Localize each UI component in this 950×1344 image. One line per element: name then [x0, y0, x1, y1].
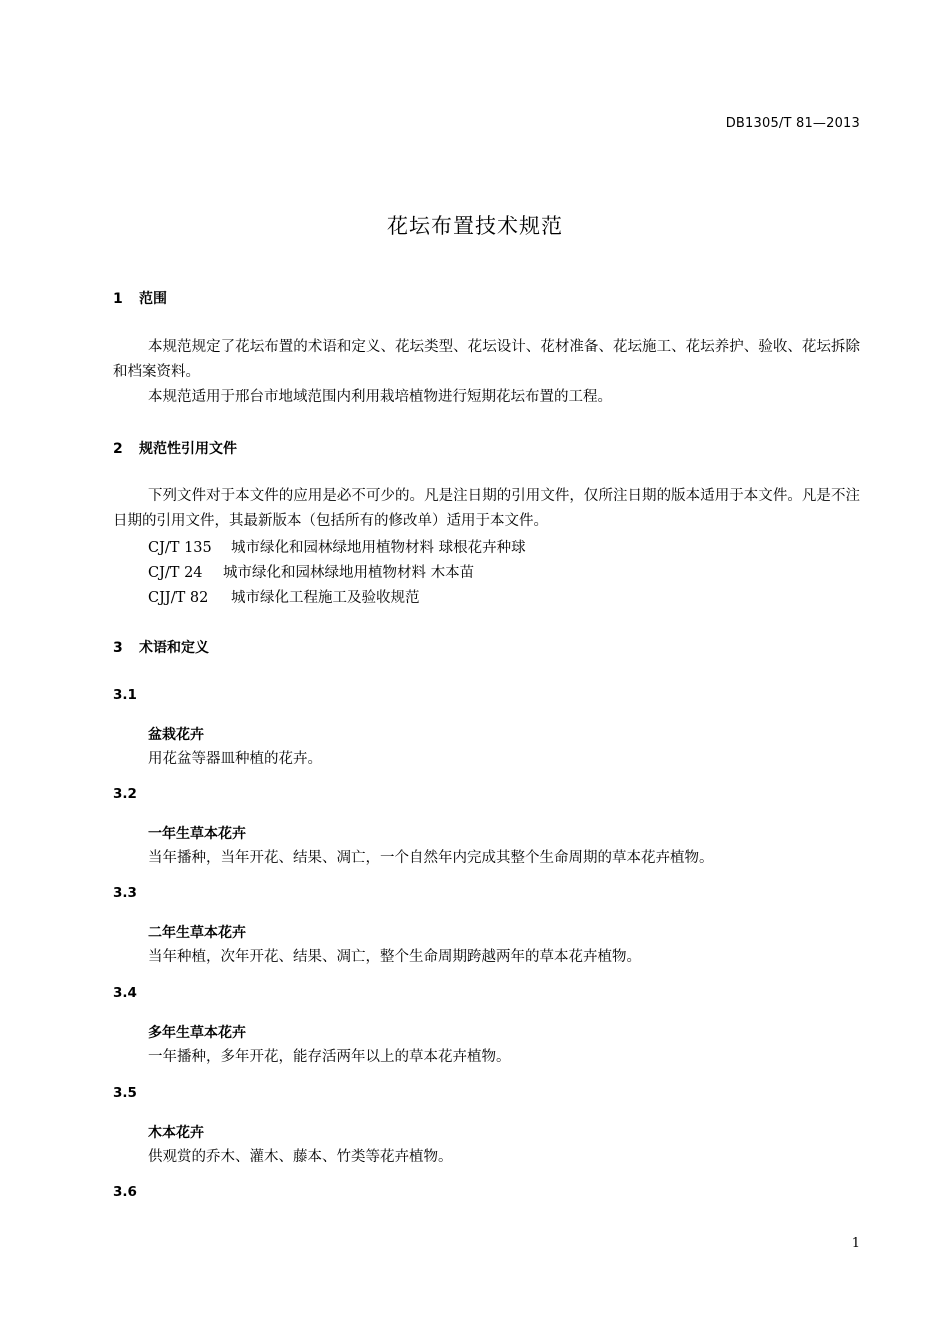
section-title: 术语和定义 — [139, 640, 209, 656]
term-number: 3.1 — [113, 687, 137, 703]
term-number: 3.4 — [113, 985, 137, 1001]
reference-title: 城市绿化和园林绿地用植物材料 木本苗 — [223, 565, 475, 581]
section-3-heading — [113, 637, 209, 657]
reference-title: 城市绿化和园林绿地用植物材料 球根花卉种球 — [231, 540, 526, 556]
document-title: 花坛布置技术规范 — [387, 214, 563, 238]
section-1-paragraph-2: 本规范适用于邢台市地域范围内利用栽培植物进行短期花坛布置的工程。 — [148, 389, 612, 405]
term-definition: 一年播种，多年开花，能存活两年以上的草本花卉植物。 — [148, 1049, 511, 1065]
term-name: 盆栽花卉 — [148, 727, 204, 743]
section-number: 3 — [113, 640, 123, 656]
reference-item — [148, 586, 420, 607]
term-number: 3.3 — [113, 885, 137, 901]
section-number: 1 — [113, 291, 123, 307]
term-name: 二年生草本花卉 — [148, 925, 246, 941]
section-2-intro: 下列文件对于本文件的应用是必不可少的。凡是注日期的引用文件，仅所注日期的版本适用于本文件。凡是不注日期的引用文件，其最新版本（包括所有的修改单）适用于本文件。 — [113, 488, 860, 529]
document-number: DB1305/T 81—2013 — [725, 116, 860, 131]
page-number: 1 — [851, 1236, 860, 1251]
term-definition: 当年播种，当年开花、结果、凋亡，一个自然年内完成其整个生命周期的草本花卉植物。 — [148, 850, 714, 866]
reference-item — [148, 561, 474, 582]
section-2-heading — [113, 438, 237, 458]
reference-item — [148, 536, 526, 557]
term-name: 一年生草本花卉 — [148, 826, 246, 842]
section-number: 2 — [113, 441, 123, 457]
term-definition: 用花盆等器皿种植的花卉。 — [148, 751, 322, 767]
reference-code: CJJ/T 82 — [148, 590, 209, 606]
term-definition: 供观赏的乔木、灌木、藤本、竹类等花卉植物。 — [148, 1149, 453, 1165]
term-number: 3.6 — [113, 1184, 137, 1200]
section-title: 规范性引用文件 — [139, 441, 237, 457]
section-title: 范围 — [139, 291, 167, 307]
term-name: 多年生草本花卉 — [148, 1025, 246, 1041]
section-1-heading — [113, 288, 167, 308]
reference-code: CJ/T 24 — [148, 565, 203, 581]
reference-code: CJ/T 135 — [148, 540, 212, 556]
reference-title: 城市绿化工程施工及验收规范 — [231, 590, 420, 606]
term-number: 3.2 — [113, 786, 137, 802]
term-name: 木本花卉 — [148, 1125, 204, 1141]
term-number: 3.5 — [113, 1085, 137, 1101]
section-1-paragraph-1: 本规范规定了花坛布置的术语和定义、花坛类型、花坛设计、花材准备、花坛施工、花坛养护、验收、花坛拆除和档案资料。 — [113, 339, 860, 380]
term-definition: 当年种植，次年开花、结果、凋亡，整个生命周期跨越两年的草本花卉植物。 — [148, 949, 641, 965]
